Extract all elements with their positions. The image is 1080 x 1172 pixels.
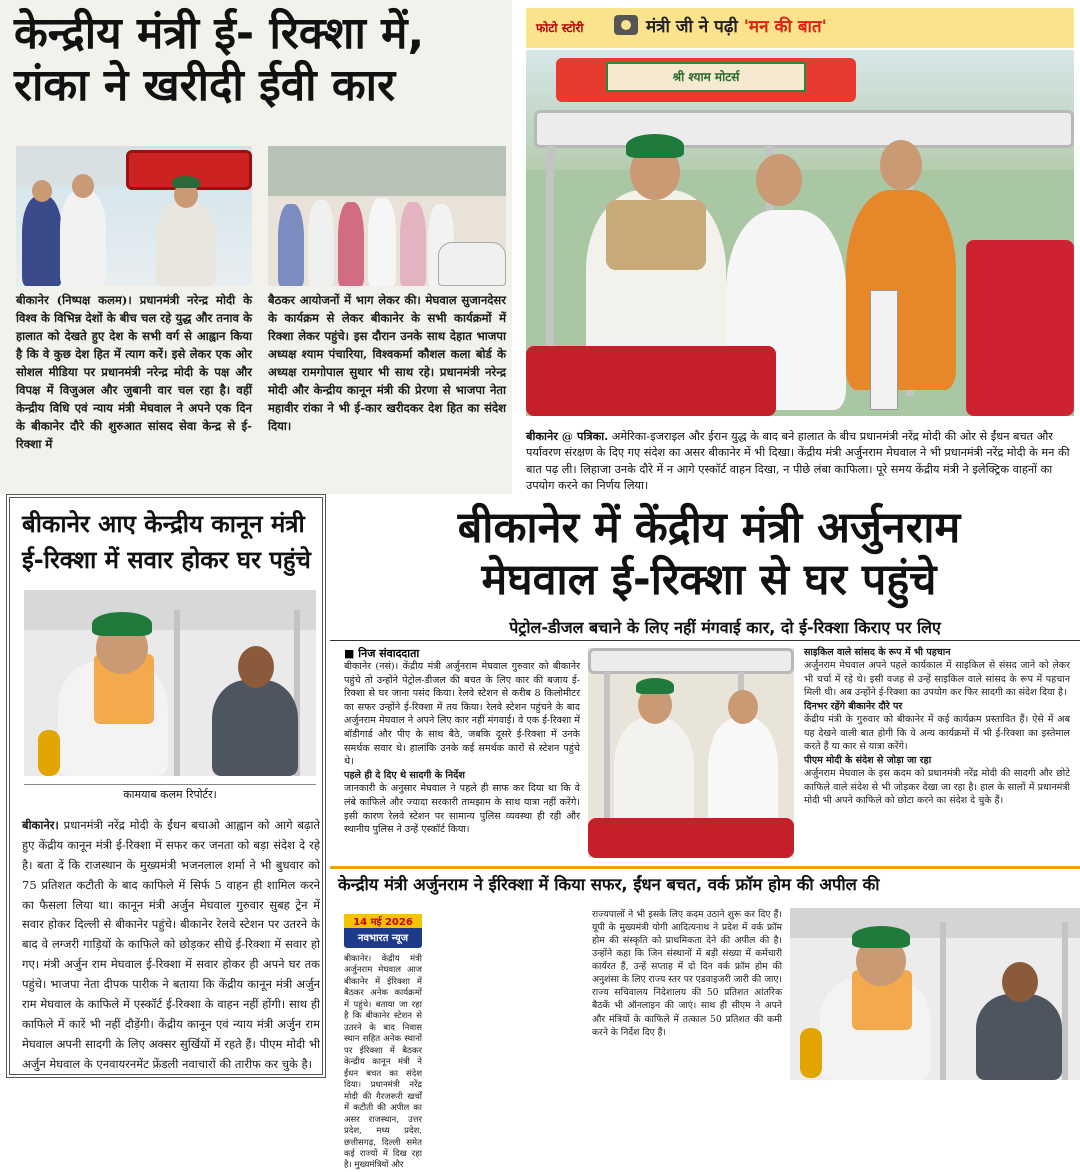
- clip5-headline: केन्द्रीय मंत्री अर्जुनराम ने ईरिक्शा में किया सफर, ईंधन बचत, वर्क फ्रॉम होम की अपील की: [338, 875, 880, 894]
- clip4-subhead: पेट्रोल-डीजल बचाने के लिए नहीं मंगवाई कार, दो ई-रिक्शा किराए पर लिए: [509, 618, 941, 637]
- date-badge: [344, 914, 422, 948]
- clip2-caption-lead: बीकानेर @ पत्रिका.: [526, 429, 609, 443]
- clip1-column-2: बैठकर आयोजनों में भाग लेकर की। मेघवाल सुजानदेसर के कार्यक्रम से लेकर बीकानेर के सभी कार्यक्रमों में रिक्शा लेकर पहुंचे। इस दौरान उनके साथ देहात भाजपा अध्यक्ष श्याम पंचारिया, विश्वकर्मा कौशल कला बोर्ड के अध्यक्ष रामगोपाल सुथार भी साथ रहे। प्रधानमंत्री नरेन्द्र मोदी और केन्द्रीय कानून मंत्री की प्रेरणा से भाजपा नेता महावीर रांका ने भी ई-कार खरीदकर देश हित का संदेश दिया।: [268, 293, 506, 433]
- clip-bikaner-headline: [330, 500, 1080, 864]
- clip-patrika-photo-story: [518, 0, 1080, 500]
- clip1-photo-crowd: [16, 146, 252, 286]
- clip1-headline: केन्द्रीय मंत्री ई- रिक्शा में, रांका ने खरीदी ईवी कार: [14, 8, 425, 111]
- clip4-col3-para-2: केंद्रीय मंत्री के गुरुवार को बीकानेर में कई कार्यक्रम प्रस्तावित हैं। ऐसे में अब यह देखने वाली बात होगी कि वे अन्य कार्यक्रमों में भी ई-रिक्शा का इस्तेमाल करते हैं या कार से यात्रा करेंगे।: [804, 714, 1070, 753]
- date-badge-paper: नवभारत न्यूज: [357, 933, 409, 944]
- clip4-col1-para-2: जानकारी के अनुसार मेघवाल ने पहले ही साफ कर दिया था कि वे लंबे काफिले और ज्यादा सरकारी तामझाम के साथ यात्रा नहीं करेंगे। इसी कारण रेलवे स्टेशन पर सामान्य पुलिस व्यवस्था ही रही और स्थानीय पुलिस ने उन्हें एस्कॉर्ट किया।: [344, 783, 580, 836]
- clip3-body-text: प्रधानमंत्री नरेंद्र मोदी के ईंधन बचाओ आह्वान को आगे बढ़ाते हुए केंद्रीय कानून मंत्री ई-रिक्शा में सफर कर जनता को बड़ा संदेश दे रहे है। बता दें कि राजस्थान के मुख्यमंत्री भजनलाल शर्मा ने भी बुधवार को 75 प्रतिशत कटौती के बाद काफिले में सिर्फ 5 वाहन ही शामिल करने का फैसला लिया था। कानून मंत्री अर्जुन मेघवाल गुरुवार सुबह ट्रेन में सवार होकर दिल्ली से बीकानेर पहुंचे। बीकानेर रेलवे स्टेशन पर उतरने के बाद वे लग्जरी गाड़ियों के काफिले को छोड़कर सीधे ई-रिक्शा में सवार हो गए। मंत्री अर्जुन राम मेघवाल ई-रिक्शा में सवार होकर ही अपने घर तक पहुंचे। भाजपा नेता दीपक पारीक ने बताया कि केंद्रीय कानून मंत्री अर्जुन राम मेघवाल के काफिले में एस्कॉर्ट ई-रिक्शा के वाहन नहीं होंगी। साथ ही काफिले में कारें भी नहीं दौड़ेंगी। केंद्रीय कानून एवं न्याय मंत्री अर्जुन राम मेघवाल अपनी सादगी के लिए अक्सर सुर्खियों में रहते हैं। पीएम मोदी भी अर्जुन मेघवाल के एनवायरनमेंट फ्रेंडली नवाचारों की तारीफ कर चुके है।: [22, 818, 320, 1071]
- clip3-photo-credit: कामयाब कलम रिपोर्टर।: [24, 784, 316, 802]
- clip4-col3-para-3: अर्जुनराम मेघवाल के इस कदम को प्रधानमंत्री नरेंद्र मोदी की सादगी और छोटे काफिले वाले संदेश से भी जोड़कर देखा जा रहा है। हाल के सालों में प्रधानमंत्री मोदी भी अपने काफिले को छोटा करने का संदेश दे चुके हैं।: [804, 768, 1070, 807]
- clip4-headline-line-1: बीकानेर में केंद्रीय मंत्री अर्जुनराम: [457, 503, 961, 553]
- clip2-caption-text: अमेरिका-इजराइल और ईरान युद्ध के बाद बने हालात के बीच प्रधानमंत्री नरेंद्र मोदी की ओर से ईंधन बचत और पर्यावरण संरक्षण के दिए गए संदेश का असर बीकानेर में भी दिखा। केंद्रीय मंत्री अर्जुनराम मेघवाल ने भी प्रधानमंत्री नरेंद्र मोदी के मन की बात पढ़ ली। लिहाजा उनके दौरे में न आगे एस्कॉर्ट वाहन दिखा, न पीछे लंबा काफिला। पूरे समय केंद्रीय मंत्री ने इलेक्ट्रिक वाहनों का उपयोग करने का निर्णय लिया।: [526, 430, 1070, 493]
- clip2-headline-prefix: मंत्री जी ने पढ़ी: [646, 17, 744, 37]
- clip3-photo-rickshaw: [24, 590, 316, 776]
- byline-bullet-icon: ■: [344, 647, 359, 660]
- clip3-headline: बीकानेर आए केन्द्रीय कानून मंत्री ई-रिक्शा में सवार होकर घर पहुंचे: [22, 510, 311, 574]
- clip4-col3-subhead-1: साइकिल वाले सांसद के रूप में भी पहचान: [804, 647, 951, 658]
- clip-ranka-ev-car: [0, 0, 512, 494]
- clip-kamyab-kalam: [6, 494, 326, 1078]
- clip4-col3-para-1: अर्जुनराम मेघवाल अपने पहले कार्यकाल में साइकिल से संसद जाने को लेकर भी चर्चा में रहे थे। इसी वजह से उन्हें साइकिल वाले सांसद के रूप में पहचान मिली थी। अब उन्होंने ई-रिक्शा का उपयोग कर फिर सादगी का संदेश दिया है।: [804, 660, 1070, 699]
- clip4-col3-subhead-2: दिनभर रहेंगे बीकानेर दौरे पर: [804, 700, 903, 712]
- clip-navbharat: [330, 866, 1080, 1171]
- clip4-byline: [344, 646, 419, 661]
- clip5-column-1: बीकानेर। केंद्रीय मंत्री अर्जुनराम मेघवाल आज बीकानेर में ईरिक्शा में बैठकर अनेक कार्यक्रमों में पहुंचे। बताया जा रहा है कि बीकानेर स्टेशन से उतरने के बाद निवास स्थान सहित अनेक स्थानों पर ईरिक्शा में बैठकर केन्द्रीय कानून मंत्री ने ईंधन बचत का संदेश दिया। प्रधानमंत्री नरेंद्र मोदी की गैरजरूरी खर्चों में कटौती की अपील का असर राजस्थान, उत्तर प्रदेश, मध्य प्रदेश, छत्तीसगढ़, दिल्ली समेत कई राज्यों में दिख रहा है। मुख्यमंत्रियों और: [344, 954, 422, 1171]
- clip4-photo-rickshaw: [588, 648, 794, 858]
- clip2-photo-e-rickshaw: [526, 50, 1074, 416]
- clip2-headline: [646, 14, 827, 37]
- clip2-headline-quote: 'मन की बात': [743, 17, 827, 37]
- photo-story-tag: फोटो स्टोरी: [530, 17, 590, 38]
- clip1-column-1: बीकानेर (निष्पक्ष कलम)। प्रधानमंत्री नरेन्द्र मोदी के विश्व के विभिन्न देशों के बीच चल रहे युद्ध और तनाव के हालात को देखते हुए देश के सभी वर्ग से आह्वान किया है कि वे कुछ देश हित में त्याग करें। इसे लेकर एक ओर सोशल मीडिया पर प्रधानमंत्री नरेन्द्र मोदी के पक्ष और विपक्ष में विजुअल और जुबानी वार चल रहा है। वहीं केन्द्रीय विधि एवं न्याय मंत्री मेघवाल ने अपने एक दिन के बीकानेर दौरे की शुरुआत सांसद सेवा केन्द्र से ई-रिक्शा में: [16, 293, 252, 451]
- clip4-headline-line-2: मेघवाल ई-रिक्शा से घर पहुंचे: [481, 555, 937, 605]
- clip2-caption: [526, 428, 1074, 495]
- clip5-column-1b: [426, 908, 576, 1078]
- clip4-column-1: [344, 660, 580, 837]
- byline-text: निज संवाददाता: [358, 647, 420, 660]
- date-badge-date: 14 मई 2026: [344, 914, 422, 928]
- clip4-column-3: [804, 646, 1070, 808]
- clip3-body: [22, 816, 320, 1075]
- clip4-col1-para-1: बीकानेर (नसं)। केंद्रीय मंत्री अर्जुनराम मेघवाल गुरुवार को बीकानेर पहुंचे तो उन्होंने पेट्रोल-डीजल की बचत के लिए कार की बजाय ई-रिक्शा से घर जाना पसंद किया। रेलवे स्टेशन से करीब 8 किलोमीटर का सफर उन्होंने ई-रिक्शा में तय किया। रेलवे स्टेशन पहुंचने के बाद अर्जुनराम मेघवाल ने अपने लिए कार नहीं मंगवाई। वे एक ई-रिक्शा में बॉडीगार्ड और पीए के साथ बैठे, जबकि दूसरे ई-रिक्शा में उनके समर्थक सवार थे। हालांकि उनके कई समर्थक कारों से स्टेशन पहुंचे थे।: [344, 661, 580, 768]
- clip3-body-lead: बीकानेर।: [22, 818, 59, 832]
- clip5-photo-rickshaw: [790, 908, 1080, 1080]
- clip4-col1-subhead: पहले ही दे दिए थे सादगी के निर्देश: [344, 769, 465, 781]
- clip5-column-2: राज्यपालों ने भी इसके लिए कदम उठाने शुरू कर दिए हैं। यूपी के मुख्यमंत्री योगी आदित्यनाथ ने प्रदेश में वर्क फ्रॉम होम की संस्कृति को प्राथमिकता देने की अपील की है। उन्होंने कहा कि जिन संस्थानों में बड़ी संख्या में कर्मचारी कार्यरत हैं, उन्हें सप्ताह में दो दिन वर्क फ्रॉम होम की अनुशंसा के लिए राज्य स्तर पर एडवाइजरी जारी की जाए। राज्य सचिवालय निदेशालय की 50 प्रतिशत आंतरिक बैठकें भी ऑनलाइन की जाएं। साथ ही सीएम ने अपने और मंत्रियों के काफिले में तत्काल 50 प्रतिशत की कमी करने के निर्देश दिए हैं।: [592, 909, 782, 1038]
- shop-sign: श्री श्याम मोटर्स: [606, 62, 806, 92]
- camera-icon: [614, 15, 638, 35]
- clip4-col3-subhead-3: पीएम मोदी के संदेश से जोड़ा जा रहा: [804, 754, 932, 766]
- clip1-photo-ev-car: [268, 146, 506, 286]
